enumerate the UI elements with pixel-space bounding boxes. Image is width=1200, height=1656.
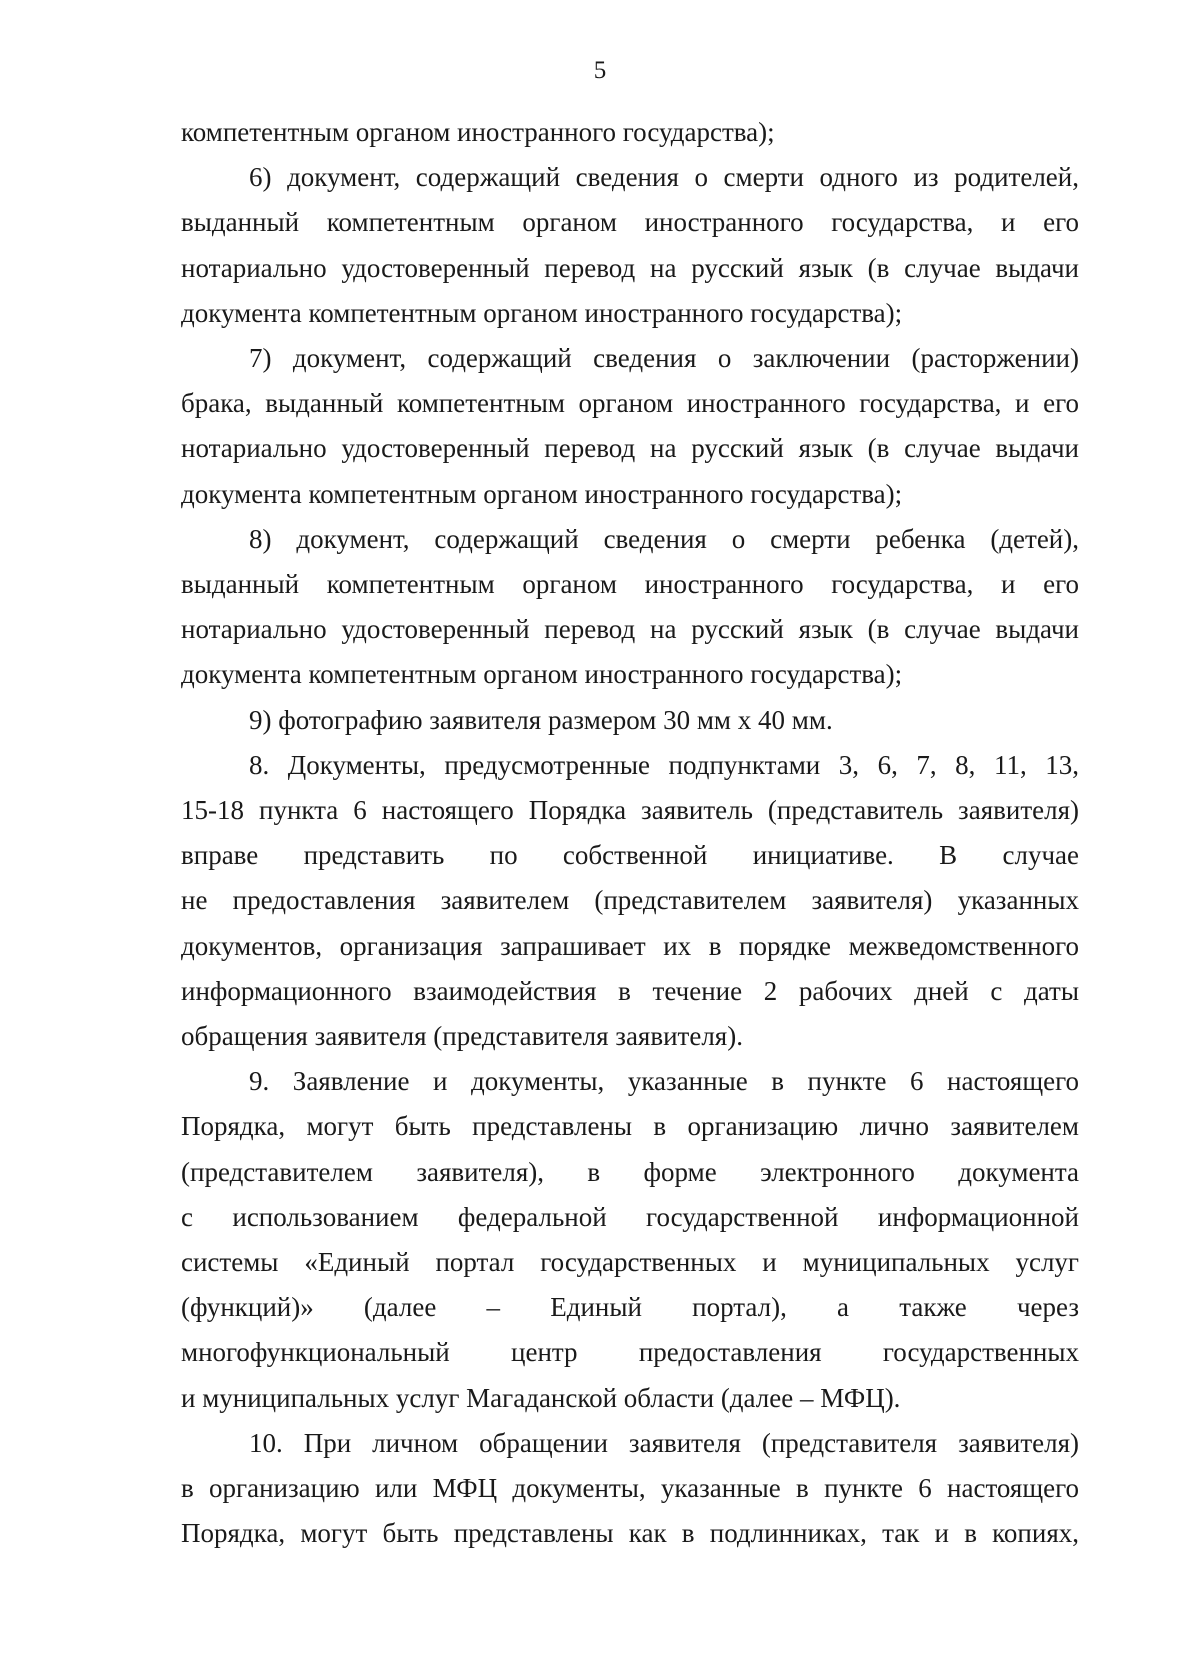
text-line: 9. Заявление и документы, указанные в пункте 6 настоящего <box>249 1066 1079 1097</box>
text-line: документа компетентным органом иностранного государства); <box>181 478 903 509</box>
text-line: вправе представить по собственной инициативе. В случае <box>181 840 1079 871</box>
text-line: нотариально удостоверенный перевод на русский язык (в случае выдачи <box>181 433 1079 464</box>
text-line: не предоставления заявителем (представителем заявителя) указанных <box>181 885 1079 916</box>
document-body <box>181 110 1079 1557</box>
text-line: 15-18 пункта 6 настоящего Порядка заявитель (представитель заявителя) <box>181 795 1079 826</box>
text-line: 6) документ, содержащий сведения о смерти одного из родителей, <box>249 162 1079 193</box>
text-line: системы «Единый портал государственных и муниципальных услуг <box>181 1247 1079 1278</box>
text-line: в организацию или МФЦ документы, указанные в пункте 6 настоящего <box>181 1473 1079 1504</box>
text-line: и муниципальных услуг Магаданской области (далее – МФЦ). <box>181 1382 901 1413</box>
text-line: 9) фотографию заявителя размером 30 мм х 40 мм. <box>249 704 833 735</box>
text-line: нотариально удостоверенный перевод на русский язык (в случае выдачи <box>181 614 1079 645</box>
text-line: 8. Документы, предусмотренные подпунктами 3, 6, 7, 8, 11, 13, <box>249 749 1079 780</box>
text-line: информационного взаимодействия в течение 2 рабочих дней с даты <box>181 975 1079 1006</box>
text-line: выданный компетентным органом иностранного государства, и его <box>181 207 1079 238</box>
paragraph-clause-9 <box>181 1059 1079 1421</box>
text-line: Порядка, могут быть представлены как в подлинниках, так и в копиях, <box>181 1518 1079 1549</box>
text-line: нотариально удостоверенный перевод на русский язык (в случае выдачи <box>181 252 1079 283</box>
text-line: 10. При личном обращении заявителя (представителя заявителя) <box>249 1427 1079 1458</box>
text-line: выданный компетентным органом иностранного государства, и его <box>181 569 1079 600</box>
text-line: обращения заявителя (представителя заявителя). <box>181 1021 743 1052</box>
text-line: с использованием федеральной государственной информационной <box>181 1201 1079 1232</box>
text-line: 7) документ, содержащий сведения о заключении (расторжении) <box>249 343 1079 374</box>
paragraph-item-7 <box>181 336 1079 517</box>
paragraph-item-8 <box>181 517 1079 698</box>
text-line: многофункциональный центр предоставления государственных <box>181 1337 1079 1368</box>
text-line: документа компетентным органом иностранного государства); <box>181 659 903 690</box>
text-line: документа компетентным органом иностранного государства); <box>181 297 903 328</box>
text-line: 8) документ, содержащий сведения о смерти ребенка (детей), <box>249 523 1079 554</box>
text-line: компетентным органом иностранного государства); <box>181 117 775 147</box>
page-number: 5 <box>593 57 607 84</box>
text-line: (функций)» (далее – Единый портал), а также через <box>181 1292 1079 1323</box>
text-line: брака, выданный компетентным органом иностранного государства, и его <box>181 388 1079 419</box>
paragraph-item-9 <box>181 698 1079 743</box>
text-line: (представителем заявителя), в форме электронного документа <box>181 1156 1079 1187</box>
text-line: документов, организация запрашивает их в порядке межведомственного <box>181 930 1079 961</box>
paragraph-item-6 <box>181 155 1079 336</box>
paragraph-clause-8 <box>181 743 1079 1059</box>
text-line: Порядка, могут быть представлены в организацию лично заявителем <box>181 1111 1079 1142</box>
paragraph-clause-10 <box>181 1421 1079 1557</box>
paragraph-continuation <box>181 110 1079 155</box>
